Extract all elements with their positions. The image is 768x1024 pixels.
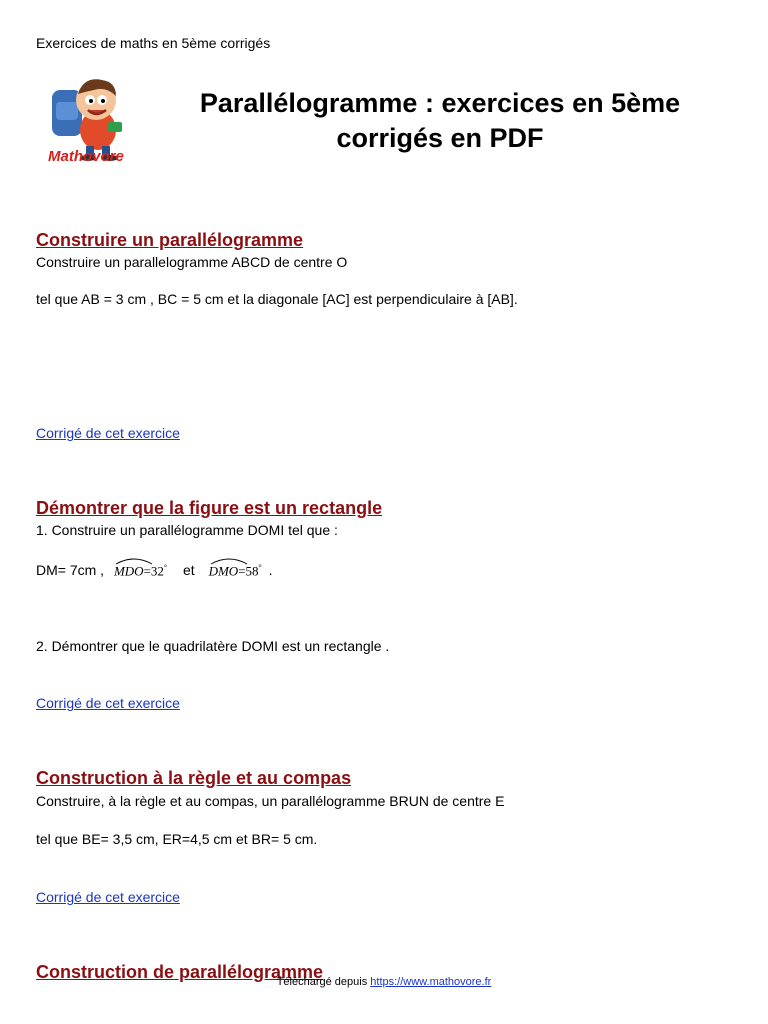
section-title-construire: Construire un parallélogramme	[36, 230, 304, 250]
footer-link[interactable]: https://www.mathovore.fr	[370, 976, 492, 988]
angles-line	[36, 562, 273, 579]
page-title	[150, 86, 730, 156]
mathovore-logo	[44, 72, 144, 172]
section-title-regle-compas: Construction à la règle et au compas	[36, 768, 352, 788]
correction-link[interactable]: Corrigé de cet exercice	[36, 695, 180, 711]
section-title-rectangle: Démontrer que la figure est un rectangle	[36, 498, 383, 518]
exercise-text: tel que BE= 3,5 cm, ER=4,5 cm et BR= 5 cm.	[36, 831, 318, 847]
logo-text: Mathovore	[48, 148, 124, 165]
angles-suffix: .	[268, 562, 273, 578]
exercise-text: Construire, à la règle et au compas, un parallélogramme BRUN de centre E	[36, 793, 505, 809]
title-line-2: corrigés en PDF	[336, 123, 544, 153]
correction-link[interactable]: Corrigé de cet exercice	[36, 425, 180, 441]
correction-link[interactable]: Corrigé de cet exercice	[36, 889, 180, 905]
angle-dmo: DMO=58°	[209, 563, 262, 579]
angles-separator: et	[183, 562, 195, 578]
section-title-construction: Construction de parallélogramme	[36, 962, 324, 982]
exercise-text: 1. Construire un parallélogramme DOMI tel que :	[36, 522, 338, 538]
page-footer	[0, 976, 768, 988]
exercise-text: 2. Démontrer que le quadrilatère DOMI est un rectangle .	[36, 638, 390, 654]
page-header: Exercices de maths en 5ème corrigés	[36, 35, 271, 51]
exercise-text: Construire un parallelogramme ABCD de centre O	[36, 254, 348, 270]
footer-text: Téléchargé depuis	[276, 976, 368, 988]
angle-hat-icon	[209, 557, 249, 565]
exercise-text: tel que AB = 3 cm , BC = 5 cm et la diagonale [AC] est perpendiculaire à [AB].	[36, 291, 518, 307]
angles-prefix: DM= 7cm ,	[36, 562, 105, 578]
title-line-1: Parallélogramme : exercices en 5ème	[199, 88, 681, 118]
angle-hat-icon	[114, 557, 154, 565]
angle-mdo: MDO=32°	[114, 563, 167, 579]
